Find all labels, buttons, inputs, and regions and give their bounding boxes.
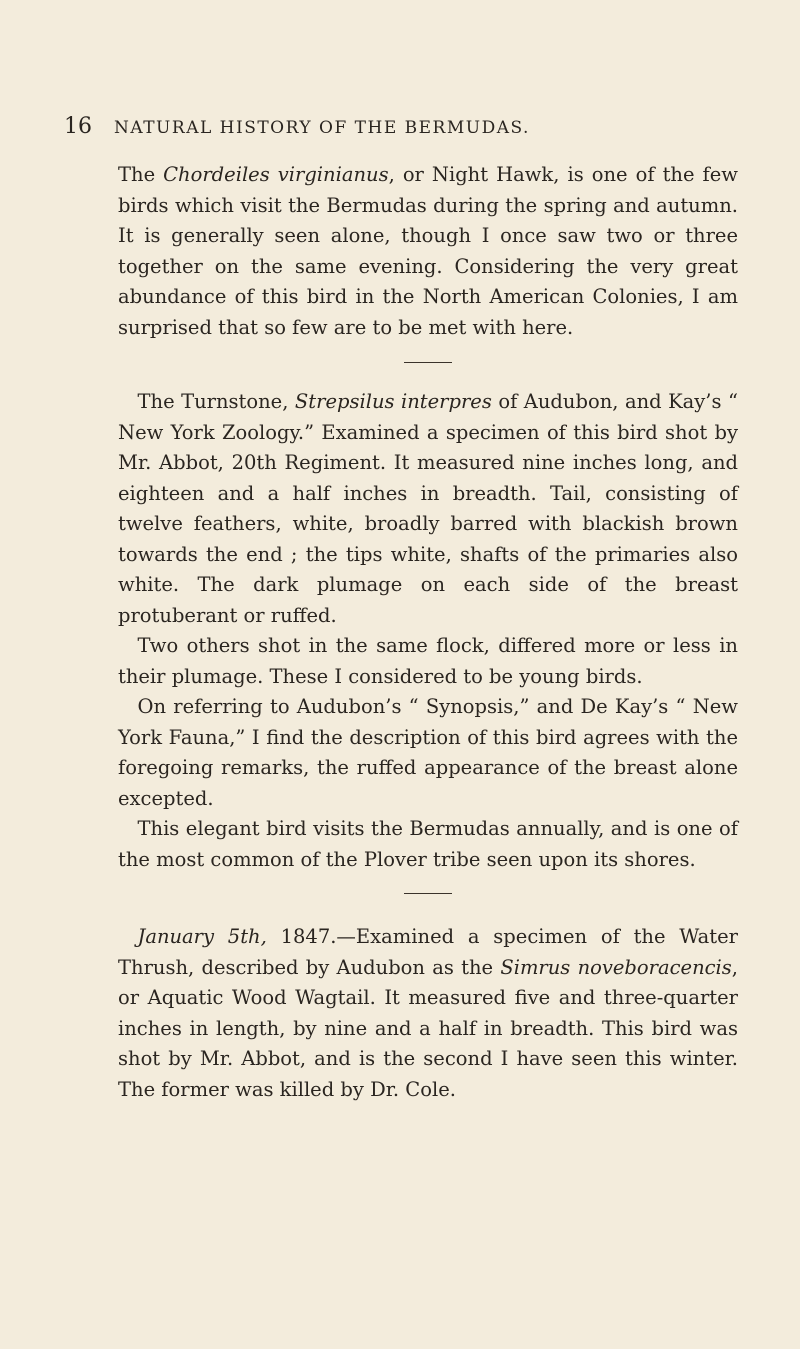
section-divider	[404, 362, 452, 363]
running-head	[64, 114, 744, 144]
text-run: The Turnstone,	[137, 390, 295, 413]
paragraph-plover: This elegant bird visits the Bermudas annually, and is one of the most common of the Plover tribe seen upon its shores.	[118, 817, 738, 871]
text-run: , or Aquatic Wood Wagtail. It measured five and three-quarter inches in length, by nine and a half in breadth. This bird was shot by Mr. Abbot, and is the second I have seen this winter. The former was killed by Dr. Cole.	[118, 955, 738, 1101]
species-name: Simrus noveboracencis	[500, 955, 732, 979]
section-divider	[404, 893, 452, 894]
paragraph-references: On referring to Audubon’s “ Synopsis,” and De Kay’s “ New York Fauna,” I find the description of this bird agrees with the foregoing remarks, the ruffed appearance of the breast alone excepted.	[118, 695, 738, 810]
text-run: 1847.—Examined a specimen of the Water Thrush, described by Audubon as the	[118, 925, 738, 979]
body-text	[118, 160, 738, 1105]
entry-date: January 5th,	[137, 925, 267, 948]
page-number: 16	[64, 114, 92, 139]
paragraph-water-thrush	[118, 922, 738, 1105]
running-title: NATURAL HISTORY OF THE BERMUDAS.	[114, 118, 530, 138]
species-name: Chordeiles virginianus	[163, 163, 389, 186]
paragraph-night-hawk	[118, 160, 738, 343]
text-run: of Audubon, and Kay’s “ New York Zoology.” Examined a specimen of this bird shot by Mr. Abbot, 20th Regiment. It measured nine inches long, and eighteen and a half inches in breadth. Tail, consisting of twelve feathers, white, broadly barred with blackish brown towards the end ; the tips white, shafts of the primaries also white. The dark plumage on each side of the breast protuberant or ruffed.	[118, 390, 738, 627]
paragraph-turnstone	[118, 387, 738, 631]
species-name: Strepsilus interpres	[294, 390, 492, 413]
text-run: , or Night Hawk, is one of the few birds which visit the Bermudas during the spring and autumn. It is generally seen alone, though I once saw two or three together on the same evening. Considering the very great abundance of this bird in the North American Colonies, I am surprised that so few are to be met with here.	[118, 163, 738, 339]
text-run: The	[118, 163, 164, 186]
paragraph-young-birds: Two others shot in the same flock, differed more or less in their plumage. These I considered to be young birds.	[118, 634, 738, 688]
